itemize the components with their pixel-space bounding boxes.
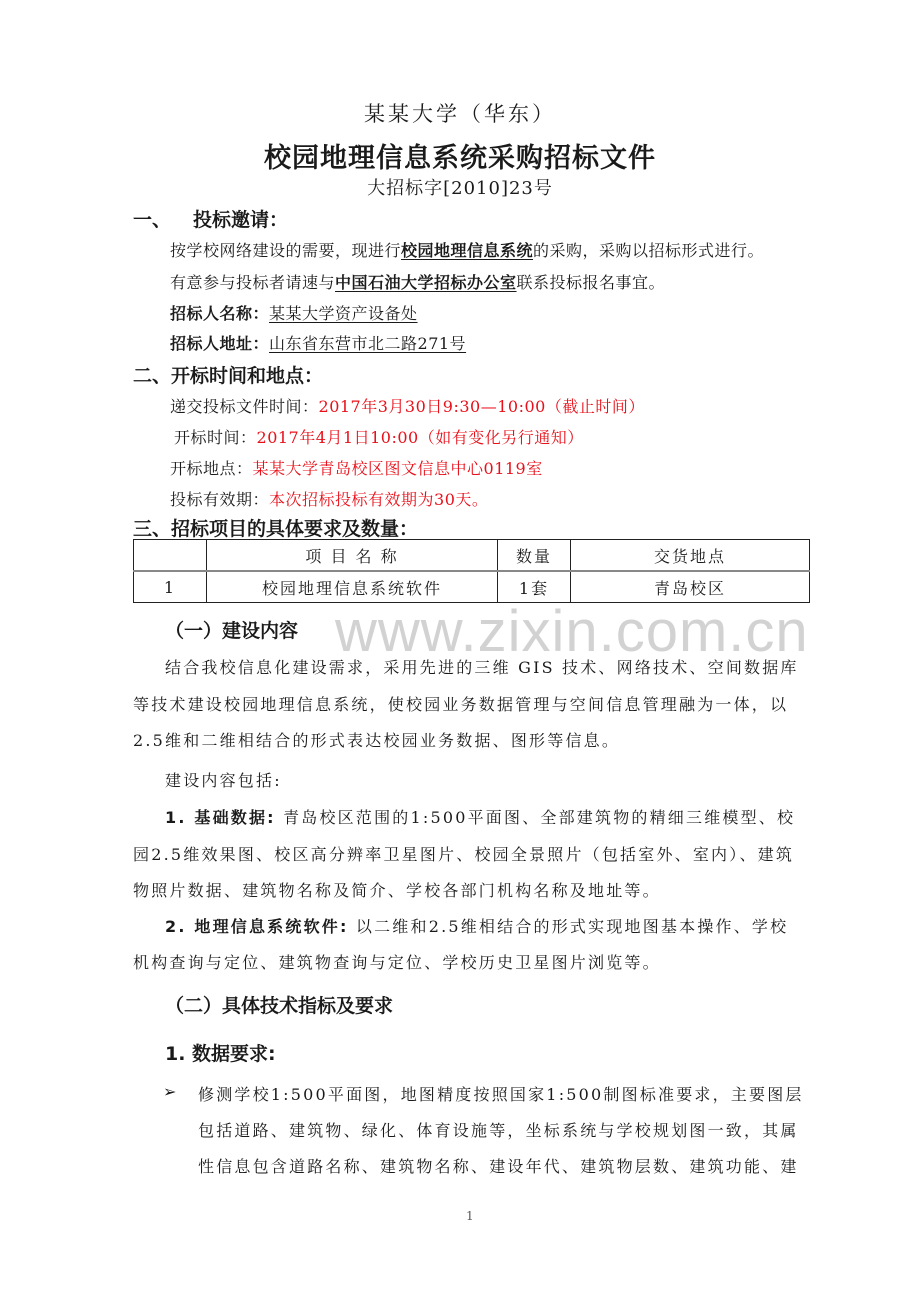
opening-time-value: 2017年4月1日10:00（如有变化另行通知）	[256, 428, 584, 447]
tenderer-address-label: 招标人地址：	[170, 334, 270, 353]
sub1-para-line1: 结合我校信息化建设需求，采用先进的三维 GIS 技术、网络技术、空间数据库	[165, 658, 799, 677]
section1-para2	[170, 270, 665, 293]
item2-line1	[165, 914, 788, 937]
bullet-line2: 包括道路、建筑物、绿化、体育设施等，坐标系统与学校规划图一致，其属	[198, 1121, 799, 1140]
item1-label: 1. 基础数据:	[165, 808, 276, 827]
header-index	[134, 540, 207, 572]
tenderer-address-line	[170, 331, 466, 354]
opening-location-label: 开标地点：	[170, 459, 253, 478]
cell-index: 1	[134, 571, 207, 603]
validity-label: 投标有效期：	[170, 490, 270, 509]
item1-line1	[165, 805, 795, 828]
section2-heading: 二、开标时间和地点：	[133, 365, 324, 387]
document-number: 大招标字[2010]23号	[367, 178, 553, 199]
opening-time-line	[174, 425, 584, 448]
submission-time-line	[170, 394, 645, 417]
sub1-para-line3: 2.5维和二维相结合的形式表达校园业务数据、图形等信息。	[133, 731, 621, 750]
header-quantity: 数量	[498, 540, 571, 572]
document-title: 校园地理信息系统采购招标文件	[264, 143, 656, 174]
tenderer-name-label: 招标人名称：	[170, 304, 270, 323]
item2-line2: 机构查询与定位、建筑物查询与定位、学校历史卫星图片浏览等。	[133, 953, 661, 972]
section1-title: 投标邀请：	[193, 209, 289, 231]
para1-text-end: 的采购，采购以招标形式进行。	[533, 241, 765, 260]
system-name-emphasis: 校园地理信息系统	[401, 241, 534, 260]
item2-text: 以二维和2.5维相结合的形式实现地图基本操作、学校	[355, 917, 789, 936]
item1-line2: 园2.5维效果图、校区高分辨率卫星图片、校园全景照片（包括室外、室内）、建筑	[133, 845, 795, 864]
submission-time-value: 2017年3月30日9:30—10:00（截止时间）	[318, 397, 645, 416]
header-delivery-location: 交货地点	[571, 540, 810, 572]
opening-location-line	[170, 456, 543, 479]
submission-time-label: 递交投标文件时间：	[170, 397, 319, 416]
sub1-includes: 建设内容包括:	[165, 771, 282, 790]
item1-text: 青岛校区范围的1:500平面图、全部建筑物的精细三维模型、校	[283, 808, 796, 827]
cell-delivery-location: 青岛校区	[571, 571, 810, 603]
table-row	[134, 571, 810, 603]
table-header-row	[134, 540, 810, 572]
section1-para1	[170, 238, 764, 261]
cell-quantity: 1套	[498, 571, 571, 603]
para2-text-end: 联系投标报名事宜。	[516, 273, 666, 292]
para2-text: 有意参与投标者请速与	[170, 273, 336, 292]
tender-office-emphasis: 中国石油大学招标办公室	[335, 273, 517, 292]
watermark: www.zixin.com.cn	[335, 599, 809, 664]
section3-heading: 三、招标项目的具体要求及数量：	[133, 518, 419, 540]
sub1-para-line2: 等技术建设校园地理信息系统，使校园业务数据管理与空间信息管理融为一体，以	[133, 695, 789, 714]
item1-line3: 物照片数据、建筑物名称及简介、学校各部门机构名称及地址等。	[133, 881, 661, 900]
item2-label: 2. 地理信息系统软件:	[165, 917, 349, 936]
tenderer-name-line	[170, 301, 418, 324]
header-item-name: 项 目 名 称	[207, 540, 498, 572]
bullet-arrow-icon: ➢	[163, 1082, 177, 1101]
bullet-line3: 性信息包含道路名称、建筑物名称、建设年代、建筑物层数、建筑功能、建	[198, 1157, 799, 1176]
opening-time-label: 开标时间：	[174, 428, 257, 447]
university-name: 某某大学（华东）	[364, 102, 556, 126]
tenderer-name-value: 某某大学资产设备处	[269, 304, 418, 323]
section1-heading	[133, 205, 288, 232]
page-number: 1	[466, 1209, 474, 1223]
validity-value: 本次招标投标有效期为30天。	[269, 490, 489, 509]
section1-number: 一、	[133, 209, 172, 231]
data-requirements-heading: 1. 数据要求:	[165, 1043, 276, 1065]
subsection1-heading: （一）建设内容	[165, 620, 299, 642]
procurement-items-table	[133, 539, 810, 603]
opening-location-value: 某某大学青岛校区图文信息中心0119室	[252, 459, 543, 478]
tenderer-address-value: 山东省东营市北二路271号	[269, 334, 467, 353]
validity-line	[170, 487, 488, 510]
subsection2-heading: （二）具体技术指标及要求	[165, 995, 394, 1017]
para1-text: 按学校网络建设的需要，现进行	[170, 241, 402, 260]
cell-item-name: 校园地理信息系统软件	[207, 571, 498, 603]
bullet-line1: 修测学校1:500平面图，地图精度按照国家1:500制图标准要求，主要图层	[198, 1085, 804, 1104]
